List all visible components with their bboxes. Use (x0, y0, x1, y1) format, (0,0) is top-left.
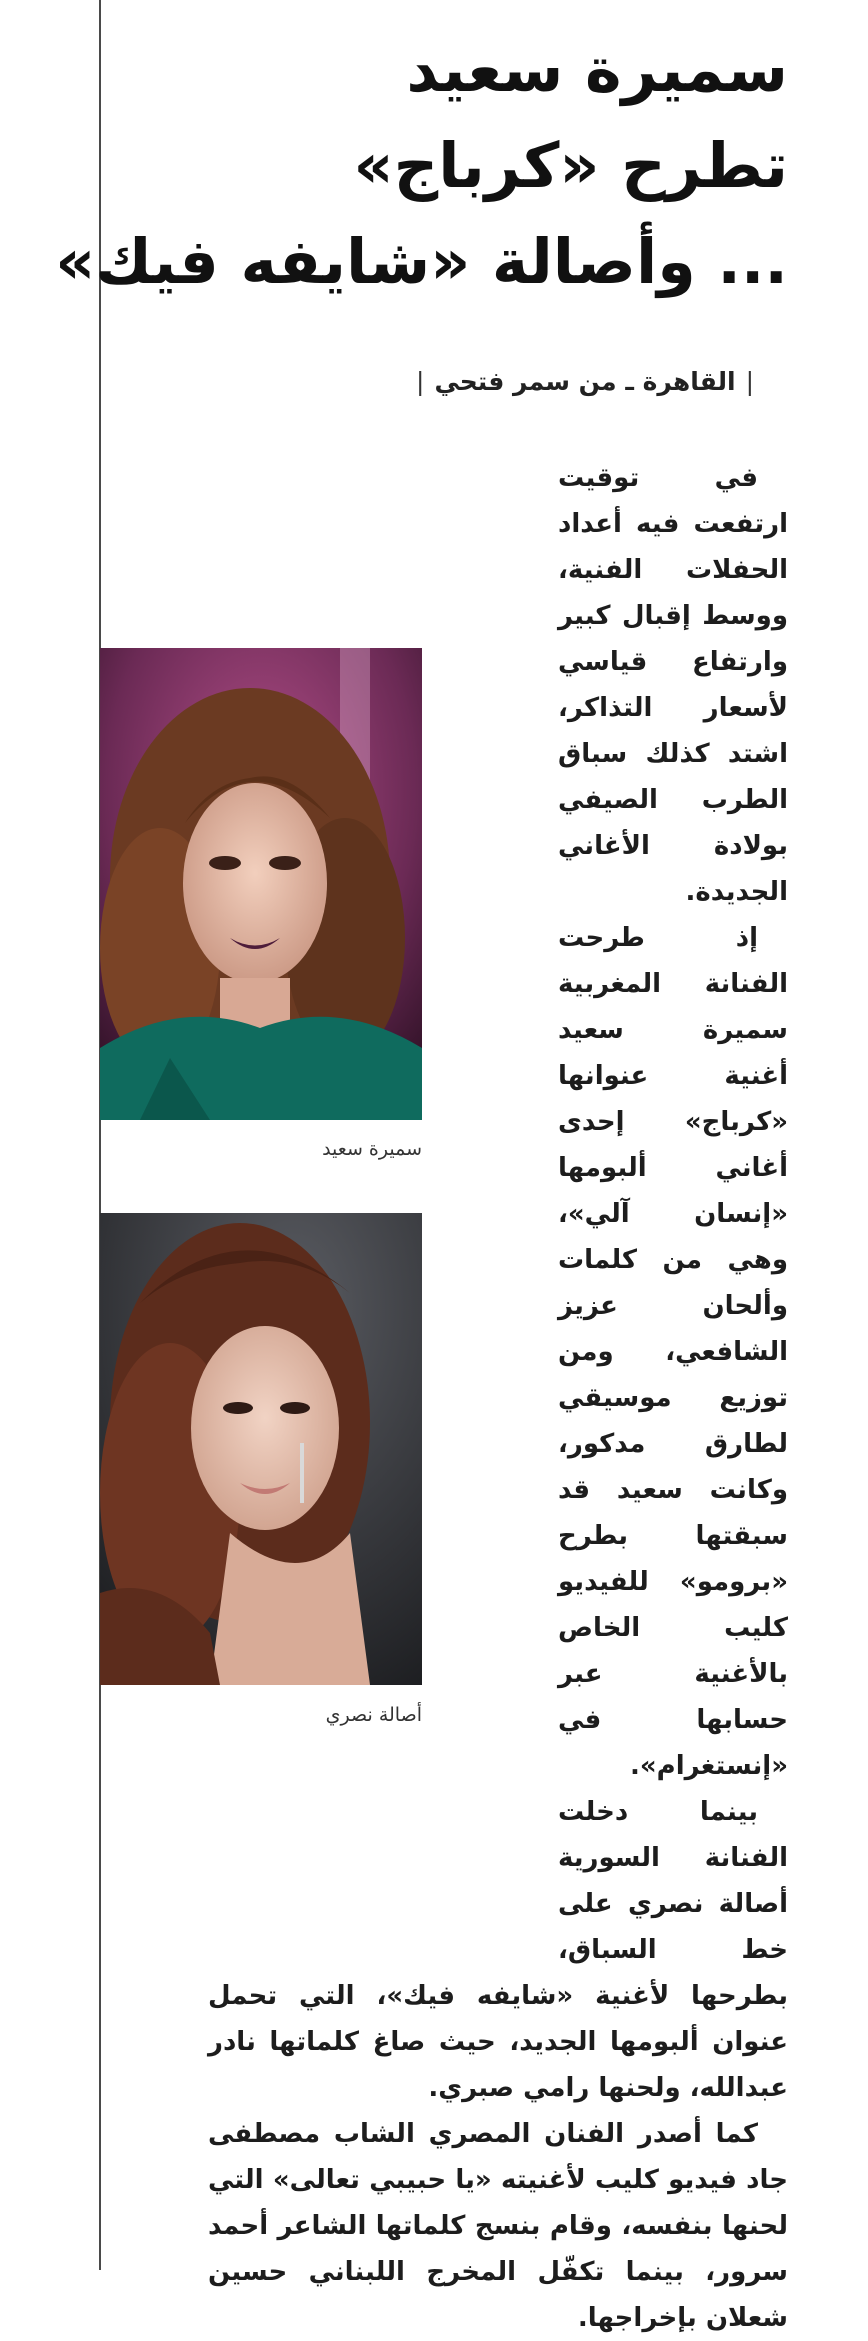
article (55, 0, 800, 2333)
photo-caption: أصالة نصري (325, 1704, 422, 1726)
portrait-photo-icon (100, 648, 422, 1120)
byline (406, 362, 764, 402)
byline-divider: | (745, 367, 754, 396)
paragraph-3: بينما دخلت الفنانة السورية أصالة نصري على خط السباق، بطرحها لأغنية «شايفه فيك»، التي تحمل عنوان ألبومها الجديد، حيث صاغ كلماتها نادر عبدالله، ولحنها رامي صبري. (208, 1797, 788, 2103)
paragraph-2: إذ طرحت الفنانة المغربية سميرة سعيد أغنية عنوانها «كرباج» إحدى أغاني ألبومها «إنسان آلي»، وهي من كلمات وألحان عزيز الشافعي، ومن توزيع موسيقي لطارق مدكور، وكانت سعيد قد سبقتها بطرح «برومو» للفيديو كليب الخاص بالأغنية عبر حسابها في «إنستغرام». (558, 923, 788, 1781)
headline (55, 22, 788, 310)
photo-caption: سميرة سعيد (322, 1138, 422, 1160)
headline-line-3: ... وأصالة «شايفه فيك» (55, 225, 788, 298)
headline-line-1: سميرة سعيد (406, 33, 788, 106)
paragraph-1: في توقيت ارتفعت فيه أعداد الحفلات الفنية، ووسط إقبال كبير وارتفاع قياسي لأسعار التذاكر، اشتد كذلك سباق الطرب الصيفي بولادة الأغاني الجديدة. (558, 463, 788, 907)
byline-divider: | (416, 367, 425, 396)
byline-text: القاهرة ـ من سمر فتحي (434, 367, 736, 396)
photo-samira-said (100, 648, 422, 1120)
paragraph-4: كما أصدر الفنان المصري الشاب مصطفى جاد فيديو كليب لأغنيته «يا حبيبي تعالى» التي لحنها بنفسه، وقام بنسج كلماتها الشاعر أحمد سرور، بينما تكفّل المخرج اللبناني حسين شعلان بإخراجها. (208, 2119, 788, 2333)
headline-line-2: تطرح «كرباج» (353, 129, 788, 202)
portrait-photo-icon (100, 1213, 422, 1685)
photo-assala-nasri (100, 1213, 422, 1685)
